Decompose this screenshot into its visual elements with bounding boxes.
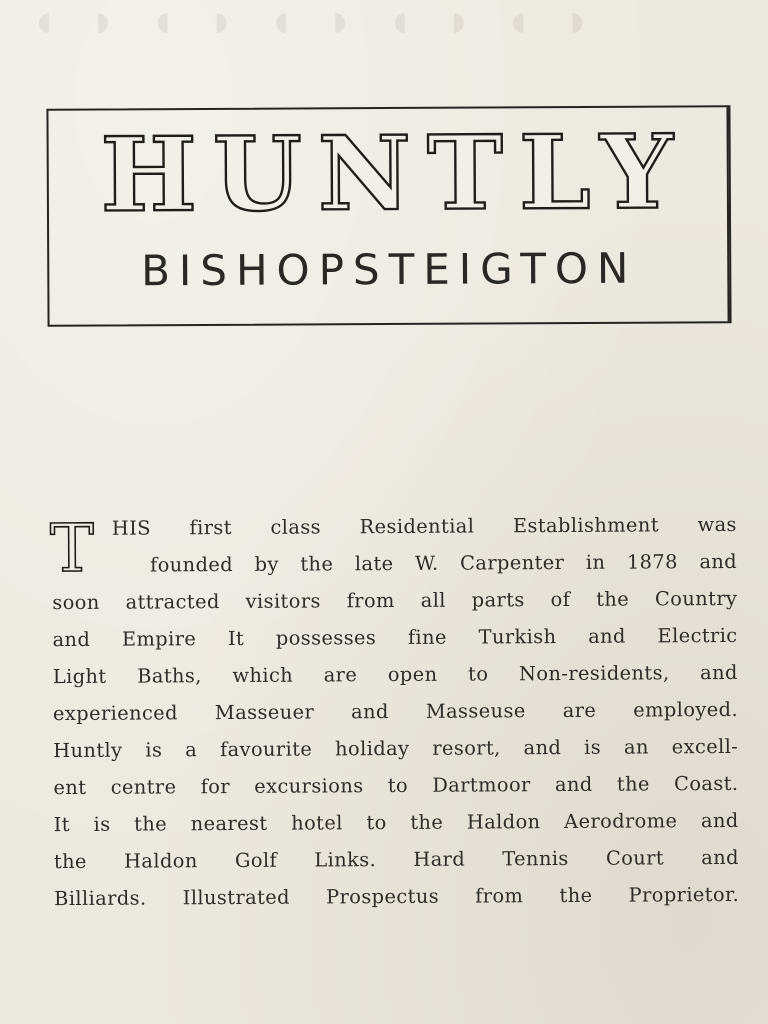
- description-line: the Haldon Golf Links. Hard Tennis Court and: [53, 845, 739, 874]
- drop-cap: T: [49, 509, 95, 588]
- description-paragraph: [49, 506, 740, 917]
- description-line: Huntly is a favourite holiday resort, and is an excell-: [53, 734, 739, 763]
- description-line: soon attracted visitors from all parts of the Country: [52, 586, 738, 615]
- description-line: founded by the late W. Carpenter in 1878 and: [150, 549, 738, 577]
- description-line: ent centre for excursions to Dartmoor and the Coast.: [53, 771, 739, 800]
- description-line: Billiards. Illustrated Prospectus from the Proprietor.: [54, 882, 740, 911]
- description-line: experienced Masseuer and Masseuse are employed.: [52, 697, 739, 726]
- title-frame: [46, 105, 731, 327]
- hotel-name: HUNTLY: [100, 112, 690, 236]
- show-through-text: ◖ ◗ ◖ ◗ ◖ ◗ ◖ ◗ ◖ ◗: [30, 0, 602, 46]
- description-line: HIS first class Residential Establishment was: [111, 512, 737, 540]
- hotel-location: BISHOPSTEIGTON: [141, 243, 638, 296]
- description-line: It is the nearest hotel to the Haldon Aerodrome and: [53, 808, 739, 837]
- description-line: Light Baths, which are open to Non-residents, and: [52, 660, 738, 689]
- description-line: and Empire It possesses fine Turkish and Electric: [52, 623, 738, 652]
